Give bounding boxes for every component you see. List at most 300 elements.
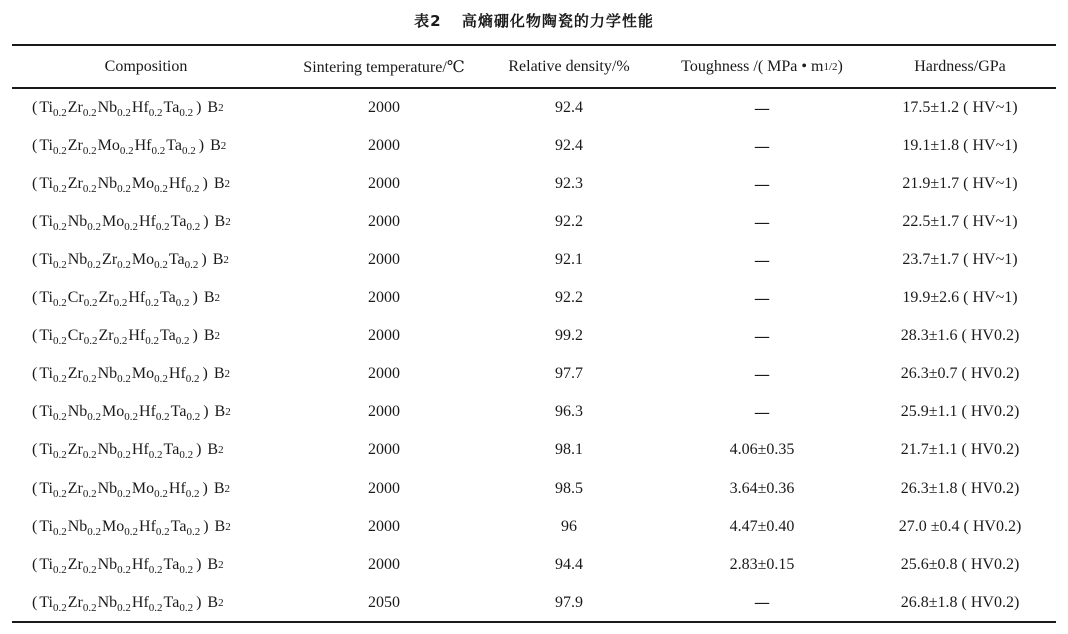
formula-element <box>102 518 138 536</box>
formula-element <box>97 365 131 386</box>
sintering-temperature-cell: 2000 <box>368 175 400 193</box>
element-symbol: Ta <box>159 289 176 307</box>
element-symbol: Mo <box>102 403 125 421</box>
toughness-cell: — <box>754 402 770 422</box>
element-symbol: Nb <box>67 251 88 269</box>
element-symbol: Ti <box>39 365 53 383</box>
hardness-cell: 28.3±1.6 ( HV0.2) <box>900 327 1020 345</box>
formula-element <box>168 365 200 386</box>
element-fraction: 0.2 <box>82 449 97 462</box>
formula-element <box>39 480 66 498</box>
formula-close-paren: ) <box>202 479 208 497</box>
table-row <box>12 470 1056 508</box>
element-symbol: Ti <box>39 251 53 269</box>
table-row <box>12 431 1056 469</box>
element-symbol: Zr <box>67 555 83 573</box>
element-symbol: Mo <box>131 365 155 383</box>
element-fraction: 0.2 <box>155 411 170 424</box>
element-symbol: Ta <box>168 251 185 269</box>
element-fraction: 0.2 <box>117 259 131 272</box>
hardness-cell: 26.8±1.8 ( HV0.2) <box>900 593 1020 611</box>
formula-element <box>163 441 194 462</box>
element-symbol: Mo <box>131 479 155 497</box>
formula-element <box>67 137 97 158</box>
formula-element <box>169 480 200 498</box>
formula-element <box>39 518 66 536</box>
sintering-temperature-cell: 2000 <box>368 99 400 116</box>
sintering-temperature-cell: 2000 <box>368 289 400 307</box>
formula-open-paren: ( <box>32 327 38 345</box>
element-symbol: Ti <box>39 213 53 231</box>
relative-density-cell: 96 <box>561 517 577 535</box>
toughness-cell: — <box>754 326 770 346</box>
element-symbol: Mo <box>131 175 155 193</box>
element-fraction: 0.2 <box>179 107 194 119</box>
element-symbol: Cr <box>67 327 84 345</box>
element-fraction: 0.2 <box>52 411 67 424</box>
formula-open-paren: ( <box>32 441 38 459</box>
element-symbol: Ti <box>39 517 53 535</box>
formula-element <box>39 99 66 117</box>
element-symbol: Hf <box>128 289 146 307</box>
formula-element <box>170 213 201 234</box>
element-fraction: 0.2 <box>145 297 159 310</box>
element-fraction: 0.2 <box>52 259 67 272</box>
formula-element <box>39 327 67 348</box>
hardness-cell: 19.9±2.6 ( HV~1) <box>902 289 1018 307</box>
formula-open-paren: ( <box>32 403 38 421</box>
element-fraction: 0.2 <box>154 259 168 272</box>
element-symbol: Nb <box>97 441 118 459</box>
element-symbol: Zr <box>67 137 83 155</box>
element-symbol: Nb <box>97 593 118 611</box>
header-toughness-label: Toughness /( MPa • m <box>681 58 824 75</box>
relative-density-cell: 92.2 <box>555 213 583 231</box>
formula-element <box>131 251 168 272</box>
composition-cell: ( $Ti_{0.2}$ $Zr_{0.2}$ $Nb_{0.2}$ $Mo_{0.2}$ $Hf_{0.2}$ ) B 2 <box>32 175 231 196</box>
relative-density-cell: 92.4 <box>555 137 583 155</box>
element-symbol: Hf <box>131 593 149 611</box>
sintering-temperature-cell: 2000 <box>368 365 400 383</box>
boron-symbol: B <box>203 289 215 307</box>
element-fraction: 0.2 <box>175 297 190 310</box>
sintering-temperature-cell: 2050 <box>368 593 400 611</box>
boron-symbol: B <box>214 517 226 535</box>
element-symbol: Hf <box>139 403 156 421</box>
formula-close-paren: ) <box>198 137 205 155</box>
element-fraction: 0.2 <box>52 297 67 310</box>
table-row <box>12 317 1056 355</box>
formula-open-paren: ( <box>32 517 38 535</box>
formula-element <box>164 594 194 612</box>
element-fraction: 0.2 <box>148 563 163 576</box>
sintering-temperature-cell: 2000 <box>368 213 400 231</box>
element-symbol: Ti <box>39 403 53 421</box>
element-fraction: 0.2 <box>117 487 131 500</box>
element-fraction: 0.2 <box>82 601 97 614</box>
element-symbol: Ta <box>163 555 180 573</box>
formula-element <box>132 480 168 498</box>
formula-open-paren: ( <box>32 593 38 611</box>
formula-element <box>39 403 67 424</box>
element-symbol: Mo <box>102 517 125 535</box>
toughness-cell: 2.83±0.15 <box>729 555 795 573</box>
element-symbol: Hf <box>139 517 156 535</box>
hardness-cell: 25.6±0.8 ( HV0.2) <box>900 555 1020 573</box>
element-symbol: Zr <box>98 289 114 307</box>
element-symbol: Ti <box>39 289 53 307</box>
header-toughness: Toughness /( MPa • m 1/2 ) <box>681 58 843 75</box>
element-fraction: 0.2 <box>185 373 200 386</box>
formula-element <box>139 403 170 424</box>
formula-element <box>67 251 102 272</box>
element-fraction: 0.2 <box>52 335 67 348</box>
formula-element <box>98 327 128 348</box>
hardness-cell: 21.7±1.1 ( HV0.2) <box>900 441 1020 459</box>
element-fraction: 0.2 <box>181 145 196 158</box>
element-fraction: 0.2 <box>52 183 67 196</box>
relative-density-cell: 96.3 <box>555 403 583 421</box>
element-fraction: 0.2 <box>186 525 201 538</box>
element-fraction: 0.2 <box>155 525 170 538</box>
element-symbol: Zr <box>102 251 118 269</box>
hardness-cell: 25.9±1.1 ( HV0.2) <box>900 403 1020 421</box>
element-symbol: Ta <box>170 517 187 535</box>
element-fraction: 0.2 <box>52 487 67 500</box>
toughness-cell: — <box>754 593 770 613</box>
formula-element <box>159 327 190 348</box>
formula-element <box>98 556 131 574</box>
element-symbol: Zr <box>98 327 114 345</box>
table-header <box>12 48 1056 86</box>
element-symbol: Hf <box>139 213 156 231</box>
element-fraction: 0.2 <box>179 563 194 576</box>
header-hardness: Hardness/GPa <box>914 58 1006 75</box>
formula-element <box>139 213 170 234</box>
formula-element <box>166 137 196 158</box>
boron-symbol: B <box>214 403 226 421</box>
element-symbol: Ti <box>39 479 53 497</box>
element-symbol: Ti <box>39 441 53 459</box>
formula-element <box>164 99 194 117</box>
element-symbol: Hf <box>131 555 149 573</box>
element-fraction: 0.2 <box>186 411 201 424</box>
element-symbol: Ta <box>166 137 182 155</box>
table-row <box>12 546 1056 584</box>
header-composition: Composition <box>104 58 188 75</box>
element-fraction: 0.2 <box>87 221 102 234</box>
formula-open-paren: ( <box>32 251 38 269</box>
element-symbol: Nb <box>97 479 118 497</box>
formula-element <box>170 403 201 424</box>
element-fraction: 0.2 <box>154 183 168 196</box>
composition-cell: ( $Ti_{0.2}$ $Nb_{0.2}$ $Mo_{0.2}$ $Hf_{0.2}$ $Ta_{0.2}$ ) B 2 <box>32 517 231 538</box>
boron-symbol: B <box>212 251 224 269</box>
formula-element <box>68 480 97 498</box>
composition-cell: ( $Ti_{0.2}$ $Zr_{0.2}$ $Nb_{0.2}$ $Hf_{0.2}$ $Ta_{0.2}$ ) B 2 <box>32 593 224 614</box>
formula-close-paren: ) <box>196 555 202 573</box>
element-symbol: Ta <box>159 327 176 345</box>
hardness-cell: 27.0 ±0.4 ( HV0.2) <box>898 517 1022 535</box>
element-fraction: 0.2 <box>83 335 98 348</box>
element-symbol: Mo <box>97 137 120 155</box>
toughness-cell: — <box>754 364 770 384</box>
formula-element <box>132 99 163 117</box>
formula-open-paren: ( <box>32 213 38 231</box>
composition-cell: ( $Ti_{0.2}$ $Zr_{0.2}$ $Nb_{0.2}$ $Mo_{0.2}$ $Hf_{0.2}$ ) B 2 <box>32 479 231 500</box>
element-fraction: 0.2 <box>87 259 102 272</box>
element-symbol: Ti <box>39 99 53 116</box>
element-fraction: 0.2 <box>154 487 168 500</box>
element-fraction: 0.2 <box>179 601 194 614</box>
element-symbol: Hf <box>168 479 186 497</box>
element-fraction: 0.2 <box>179 449 194 462</box>
element-symbol: Zr <box>67 479 83 497</box>
element-fraction: 0.2 <box>113 335 128 348</box>
sintering-temperature-cell: 2000 <box>368 327 400 345</box>
element-fraction: 0.2 <box>145 335 159 348</box>
formula-element <box>39 365 67 386</box>
formula-open-paren: ( <box>32 99 38 116</box>
element-fraction: 0.2 <box>175 335 190 348</box>
header-relative-density: Relative density/% <box>508 58 630 75</box>
relative-density-cell: 97.7 <box>555 365 583 383</box>
formula-element <box>128 289 159 310</box>
formula-close-paren: ) <box>196 593 202 611</box>
element-symbol: Zr <box>67 365 83 383</box>
element-symbol: Zr <box>67 99 83 116</box>
toughness-cell: 3.64±0.36 <box>729 479 795 497</box>
formula-element <box>39 175 67 196</box>
table-row <box>12 279 1056 317</box>
element-fraction: 0.2 <box>117 449 131 462</box>
formula-element <box>39 556 66 574</box>
formula-close-paren: ) <box>192 289 198 307</box>
formula-element <box>102 251 131 272</box>
element-fraction: 0.2 <box>82 145 97 158</box>
element-fraction: 0.2 <box>82 487 97 500</box>
formula-open-paren: ( <box>32 137 38 155</box>
formula-element <box>67 365 97 386</box>
table-row <box>12 355 1056 393</box>
formula-element <box>128 327 159 348</box>
formula-element <box>102 213 139 234</box>
toughness-cell: 4.47±0.40 <box>729 517 795 535</box>
formula-element <box>67 175 97 196</box>
element-symbol: Hf <box>134 137 152 155</box>
formula-close-paren: ) <box>203 517 209 535</box>
element-fraction: 0.2 <box>185 487 200 500</box>
table-row <box>12 508 1056 546</box>
element-fraction: 0.2 <box>83 297 98 310</box>
formula-open-paren: ( <box>32 479 38 497</box>
toughness-cell: — <box>754 136 770 156</box>
formula-element <box>39 213 67 234</box>
element-fraction: 0.2 <box>119 145 134 158</box>
formula-element <box>131 175 168 196</box>
toughness-cell: — <box>754 212 770 232</box>
element-fraction: 0.2 <box>82 183 97 196</box>
element-fraction: 0.2 <box>52 373 67 386</box>
formula-close-paren: ) <box>196 99 202 116</box>
element-symbol: Ti <box>39 137 53 155</box>
toughness-cell: — <box>754 98 770 118</box>
formula-close-paren: ) <box>202 365 208 383</box>
relative-density-cell: 97.9 <box>555 593 583 611</box>
relative-density-cell: 92.2 <box>555 289 583 307</box>
element-symbol: Nb <box>97 365 118 383</box>
element-fraction: 0.2 <box>52 601 67 614</box>
formula-element <box>39 289 67 310</box>
formula-element <box>68 518 101 536</box>
formula-element <box>131 441 163 462</box>
element-symbol: Nb <box>97 175 118 193</box>
relative-density-cell: 94.4 <box>555 555 583 573</box>
formula-element <box>68 594 97 612</box>
boron-symbol: B <box>213 479 225 497</box>
formula-open-paren: ( <box>32 175 38 193</box>
composition-cell: ( $Ti_{0.2}$ $Nb_{0.2}$ $Mo_{0.2}$ $Hf_{0.2}$ $Ta_{0.2}$ ) B 2 <box>32 213 231 234</box>
element-fraction: 0.2 <box>186 221 201 234</box>
element-fraction: 0.2 <box>117 373 131 386</box>
boron-symbol: B <box>213 365 225 383</box>
composition-cell: ( $Ti_{0.2}$ $Zr_{0.2}$ $Nb_{0.2}$ $Hf_{0.2}$ $Ta_{0.2}$ ) B 2 <box>32 99 224 119</box>
element-fraction: 0.2 <box>124 221 139 234</box>
relative-density-cell: 92.3 <box>555 175 583 193</box>
element-fraction: 0.2 <box>124 411 139 424</box>
element-fraction: 0.2 <box>82 563 97 576</box>
boron-symbol: B <box>203 327 215 345</box>
formula-close-paren: ) <box>192 327 198 345</box>
toughness-cell: — <box>754 288 770 308</box>
composition-cell: ( $Ti_{0.2}$ $Zr_{0.2}$ $Nb_{0.2}$ $Hf_{0.2}$ $Ta_{0.2}$ ) B 2 <box>32 555 224 576</box>
element-symbol: Cr <box>67 289 84 307</box>
formula-close-paren: ) <box>202 175 208 193</box>
formula-element <box>67 213 102 234</box>
formula-close-paren: ) <box>203 213 209 231</box>
formula-element <box>39 594 66 612</box>
relative-density-cell: 92.1 <box>555 251 583 269</box>
element-fraction: 0.2 <box>117 183 131 196</box>
element-symbol: Ta <box>170 213 187 231</box>
element-fraction: 0.2 <box>117 107 131 119</box>
bottom-rule <box>12 621 1056 623</box>
element-fraction: 0.2 <box>155 221 170 234</box>
formula-element <box>168 251 199 272</box>
element-fraction: 0.2 <box>117 563 131 576</box>
table-row <box>12 203 1056 241</box>
table-number: 表2 <box>414 12 442 30</box>
element-fraction: 0.2 <box>124 525 139 538</box>
composition-cell: ( $Ti_{0.2}$ $Cr_{0.2}$ $Zr_{0.2}$ $Hf_{0.2}$ $Ta_{0.2}$ ) B 2 <box>32 327 220 348</box>
composition-cell: ( $Ti_{0.2}$ $Cr_{0.2}$ $Zr_{0.2}$ $Hf_{0.2}$ $Ta_{0.2}$ ) B 2 <box>32 289 220 310</box>
top-rule <box>12 44 1056 46</box>
element-fraction: 0.2 <box>52 525 67 538</box>
boron-symbol: B <box>207 441 219 459</box>
formula-element <box>97 137 134 158</box>
formula-element <box>139 518 170 536</box>
hardness-cell: 17.5±1.2 ( HV~1) <box>902 99 1018 116</box>
sintering-temperature-cell: 2000 <box>368 479 400 497</box>
hardness-cell: 26.3±1.8 ( HV0.2) <box>900 479 1020 497</box>
element-symbol: Hf <box>168 365 186 383</box>
hardness-cell: 19.1±1.8 ( HV~1) <box>902 137 1018 155</box>
composition-cell: ( $Ti_{0.2}$ $Zr_{0.2}$ $Nb_{0.2}$ $Mo_{0.2}$ $Hf_{0.2}$ ) B 2 <box>32 365 231 386</box>
element-fraction: 0.2 <box>52 221 67 234</box>
element-symbol: Ti <box>39 555 53 573</box>
formula-element <box>98 480 131 498</box>
table-row <box>12 393 1056 431</box>
element-fraction: 0.2 <box>148 449 163 462</box>
formula-element <box>98 594 131 612</box>
element-symbol: Ti <box>39 327 53 345</box>
element-symbol: Mo <box>131 251 155 269</box>
toughness-cell: — <box>754 174 770 194</box>
boron-symbol: B <box>213 175 225 193</box>
formula-element <box>171 518 201 536</box>
formula-element <box>132 556 163 574</box>
formula-close-paren: ) <box>196 441 202 459</box>
formula-element <box>159 289 190 310</box>
element-symbol: Ti <box>39 175 53 193</box>
table-row <box>12 89 1056 127</box>
composition-cell: ( $Ti_{0.2}$ $Nb_{0.2}$ $Zr_{0.2}$ $Mo_{0.2}$ $Ta_{0.2}$ ) B 2 <box>32 251 229 272</box>
element-fraction: 0.2 <box>113 297 128 310</box>
composition-cell: ( $Ti_{0.2}$ $Zr_{0.2}$ $Mo_{0.2}$ $Hf_{0.2}$ $Ta_{0.2}$ ) B 2 <box>32 137 227 158</box>
formula-element <box>67 289 98 310</box>
formula-element <box>134 137 166 158</box>
element-symbol: Zr <box>67 175 83 193</box>
relative-density-cell: 99.2 <box>555 327 583 345</box>
composition-cell: ( $Ti_{0.2}$ $Zr_{0.2}$ $Nb_{0.2}$ $Hf_{0.2}$ $Ta_{0.2}$ ) B 2 <box>32 441 224 462</box>
element-fraction: 0.2 <box>82 373 97 386</box>
sintering-temperature-cell: 2000 <box>368 517 400 535</box>
formula-element <box>67 441 97 462</box>
sintering-temperature-cell: 2000 <box>368 403 400 421</box>
element-symbol: Nb <box>67 517 88 535</box>
relative-density-cell: 92.4 <box>555 99 583 116</box>
element-symbol: Hf <box>128 327 146 345</box>
element-fraction: 0.2 <box>52 107 67 119</box>
table-row <box>12 127 1056 165</box>
header-toughness-close: ) <box>837 58 843 75</box>
table-row <box>12 584 1056 622</box>
formula-close-paren: ) <box>201 251 207 269</box>
formula-element <box>131 365 168 386</box>
element-fraction: 0.2 <box>148 107 163 119</box>
table-row <box>12 165 1056 203</box>
sintering-temperature-cell: 2000 <box>368 251 400 269</box>
relative-density-cell: 98.1 <box>555 441 583 459</box>
element-symbol: Nb <box>67 213 88 231</box>
formula-element <box>67 327 98 348</box>
element-symbol: Zr <box>67 441 83 459</box>
toughness-cell: — <box>754 250 770 270</box>
sintering-temperature-cell: 2000 <box>368 555 400 573</box>
element-fraction: 0.2 <box>185 183 200 196</box>
element-symbol: Nb <box>97 555 118 573</box>
hardness-cell: 23.7±1.7 ( HV~1) <box>902 251 1018 269</box>
boron-symbol: B <box>207 593 219 611</box>
relative-density-cell: 98.5 <box>555 479 583 497</box>
sintering-temperature-cell: 2000 <box>368 137 400 155</box>
hardness-cell: 21.9±1.7 ( HV~1) <box>902 175 1018 193</box>
composition-cell: ( $Ti_{0.2}$ $Nb_{0.2}$ $Mo_{0.2}$ $Hf_{0.2}$ $Ta_{0.2}$ ) B 2 <box>32 403 231 424</box>
formula-open-paren: ( <box>32 289 38 307</box>
boron-symbol: B <box>207 555 219 573</box>
formula-element <box>132 594 163 612</box>
element-symbol: Mo <box>102 213 125 231</box>
